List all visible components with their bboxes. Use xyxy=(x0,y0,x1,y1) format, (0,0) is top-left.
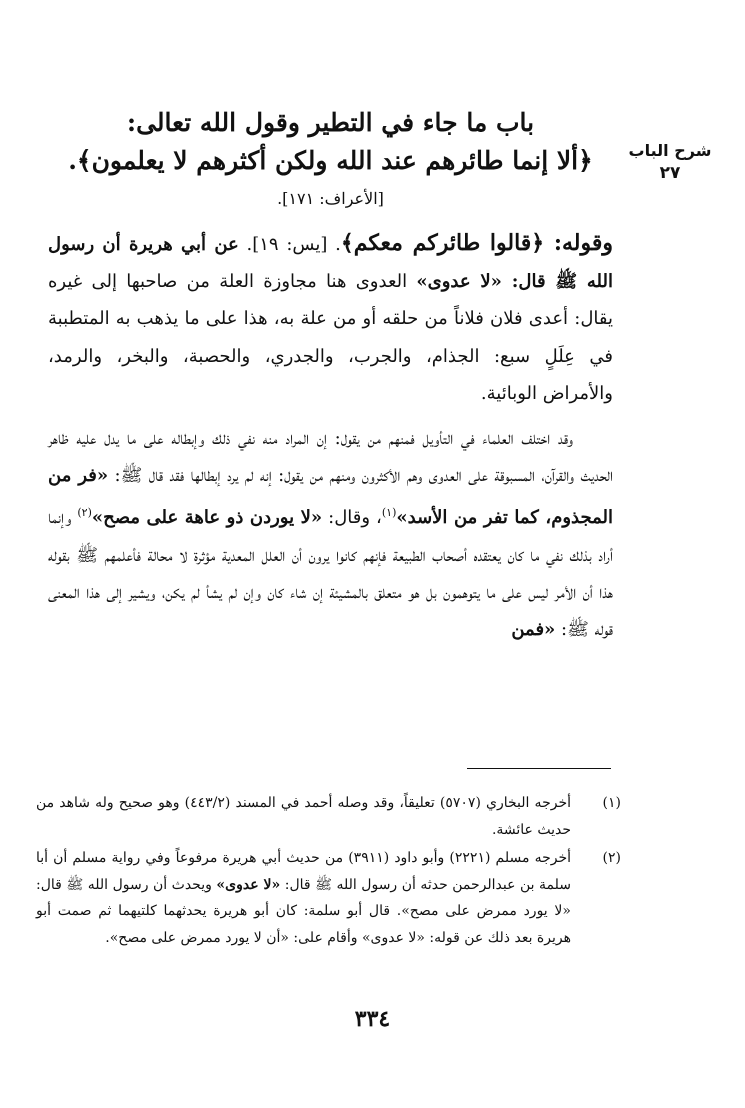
body-text xyxy=(48,225,613,648)
footnote-2 xyxy=(36,845,621,951)
p1-hadith: عن أبي هريرة أن رسول الله ﷺ قال: «لا عدوى» xyxy=(48,234,613,293)
fn2-text-a: أخرجه مسلم (٢٢٢١) وأبو داود (٣٩١١) من حديث أبي هريرة مرفوعاً وفي رواية مسلم أن أبا سلمة بن عبدالرحمن حدثه أن رسول الله ﷺ قال: xyxy=(36,850,572,893)
paragraph-2 xyxy=(48,420,613,648)
chapter-side-note xyxy=(625,140,715,184)
p1-explanation: العدوى هنا مجاوزة العلة من صاحبها إلى غيره يقال: أعدى فلان فلاناً من حلقه أو من علة به، هذا على ما يذهب به المتطببة في عِلَلٍ سبع: الجذام، والجرب، والجدري، والحصبة، والبخر، والرمد، والأمراض الوبائية. xyxy=(48,271,613,404)
footnote-text: أخرجه البخاري (٥٧٠٧) تعليقاً، وقد وصله أحمد في المسند (٤٤٣/٢) وهو صحيح وله شاهد من حديث عائشة. xyxy=(36,795,571,838)
p2-text-d: ، وقال: xyxy=(322,507,382,529)
chapter-heading xyxy=(48,104,613,180)
heading-line-1: باب ما جاء في التطير وقول الله تعالى: xyxy=(126,108,535,137)
footnote-separator xyxy=(467,768,611,769)
p2-hadith-1: «فر من المجذوم، كما تفر من الأسد» xyxy=(48,465,613,529)
fn2-quote: «لا عدوى» xyxy=(216,876,281,893)
footnote-text xyxy=(36,845,571,951)
footnote-number: (١) xyxy=(602,795,621,811)
side-note-number: ٢٧ xyxy=(659,163,681,183)
footnote-ref-2: (٢) xyxy=(77,506,92,520)
p2-text-a: وقد اختلف العلماء في التأويل فمنهم من يقول: إن المراد منه نفي ذلك وإبطاله على ما يدل عليه ظاهر الحديث والقرآن، المسبوقة على العدوى وهم الأكثرون ومنهم من يقول: إنه لم يرد إبطالها فقد قال ﷺ: xyxy=(48,428,613,487)
p1-intro: وقوله: xyxy=(544,230,613,256)
footnote-1 xyxy=(36,790,621,843)
paragraph-1 xyxy=(48,225,613,412)
p1-quran-quote: ﴿قالوا طائركم معكم﴾ xyxy=(340,230,545,256)
side-note-title: شرح الباب xyxy=(628,141,712,160)
p2-hadith-2: «لا يوردن ذو عاهة على مصح» xyxy=(91,507,323,529)
heading-line-2: ﴿ألا إنما طائرهم عند الله ولكن أكثرهم لا يعلمون﴾. xyxy=(68,146,593,175)
fn2-text-c: ويحدث أن رسول الله ﷺ قال: «لا يورد ممرض على مصح». قال أبو سلمة: كان أبو هريرة يحدثهما كلتيهما ثم صمت أبو هريرة بعد ذلك عن قوله: «لا عدوى» وأقام على: «أن لا يورد ممرض على مصح». xyxy=(36,876,571,946)
page-number: ٣٣٤ xyxy=(354,1006,391,1032)
footnotes xyxy=(36,790,621,953)
verse-reference: [الأعراف: ١٧١]. xyxy=(277,189,384,208)
p1-reference: . [يس: ١٩]. xyxy=(238,234,341,255)
footnote-number: (٢) xyxy=(602,850,621,866)
p2-text-h: «فمن xyxy=(511,619,556,641)
footnote-ref-1: (١) xyxy=(381,506,397,520)
p2-text-g: وإنما أراد بذلك نفي ما كان يعتقده أصحاب الطبيعة فإنهم كانوا يرون أن العلل المعدية مؤثرة لا محالة فأعلمهم ﷺ بقوله هذا أن الأمر ليس على ما يتوهمون بل هو متعلق بالمشيئة إن شاء كان وإن لم يشأ لم يكن، ويشير إلى هذا المعنى قوله ﷺ: xyxy=(48,507,613,641)
